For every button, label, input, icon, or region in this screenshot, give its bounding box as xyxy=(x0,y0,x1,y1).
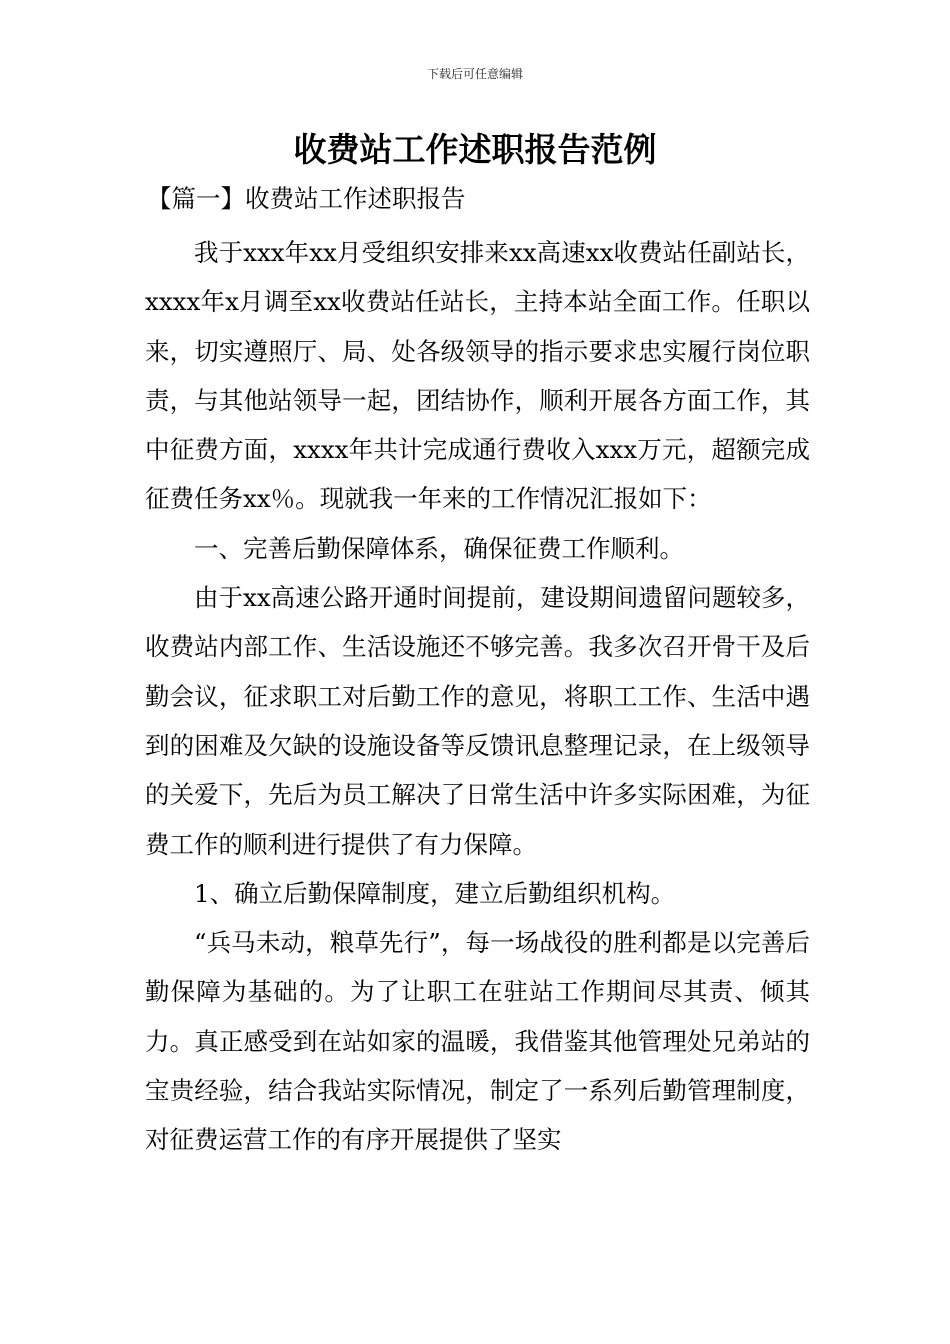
paragraph-heading-1: 一、完善后勤保障体系，确保征费工作顺利。 xyxy=(194,533,684,563)
body-text xyxy=(145,228,810,1165)
document-title: 收费站工作述职报告范例 xyxy=(293,130,657,169)
paragraph-subheading-1: 1、确立后勤保障制度，建立后勤组织机构。 xyxy=(194,878,676,908)
header-note: 下载后可任意编辑 xyxy=(426,67,523,81)
paragraph-system: “兵马未动，粮草先行”，每一场战役的胜利都是以完善后勤保障为基础的。为了让职工在驻站工作期间尽其责、倾其力。真正感受到在站如家的温暖，我借鉴其他管理处兄弟站的宝贵经验，结合我站实际情况，制定了一系列后勤管理制度，对征费运营工作的有序开展提供了坚实 xyxy=(145,928,810,1155)
paragraph-logistics: 由于xx高速公路开通时间提前，建设期间遗留问题较多，收费站内部工作、生活设施还不够完善。我多次召开骨干及后勤会议，征求职工对后勤工作的意见，将职工工作、生活中遇到的困难及欠缺的设施设备等反馈讯息整理记录，在上级领导的关爱下，先后为员工解决了日常生活中许多实际困难，为征费工作的顺利进行提供了有力保障。 xyxy=(145,583,810,859)
section-title: 【篇一】收费站工作述职报告 xyxy=(147,184,466,213)
paragraph-intro: 我于xxx年xx月受组织安排来xx高速xx收费站任副站长，xxxx年x月调至xx收费站任站长，主持本站全面工作。任职以来，切实遵照厅、局、处各级领导的指示要求忠实履行岗位职责，与其他站领导一起，团结协作，顺利开展各方面工作，其中征费方面，xxxx年共计完成通行费收入xxx万元，超额完成征费任务xx％。现就我一年来的工作情况汇报如下： xyxy=(145,238,810,514)
